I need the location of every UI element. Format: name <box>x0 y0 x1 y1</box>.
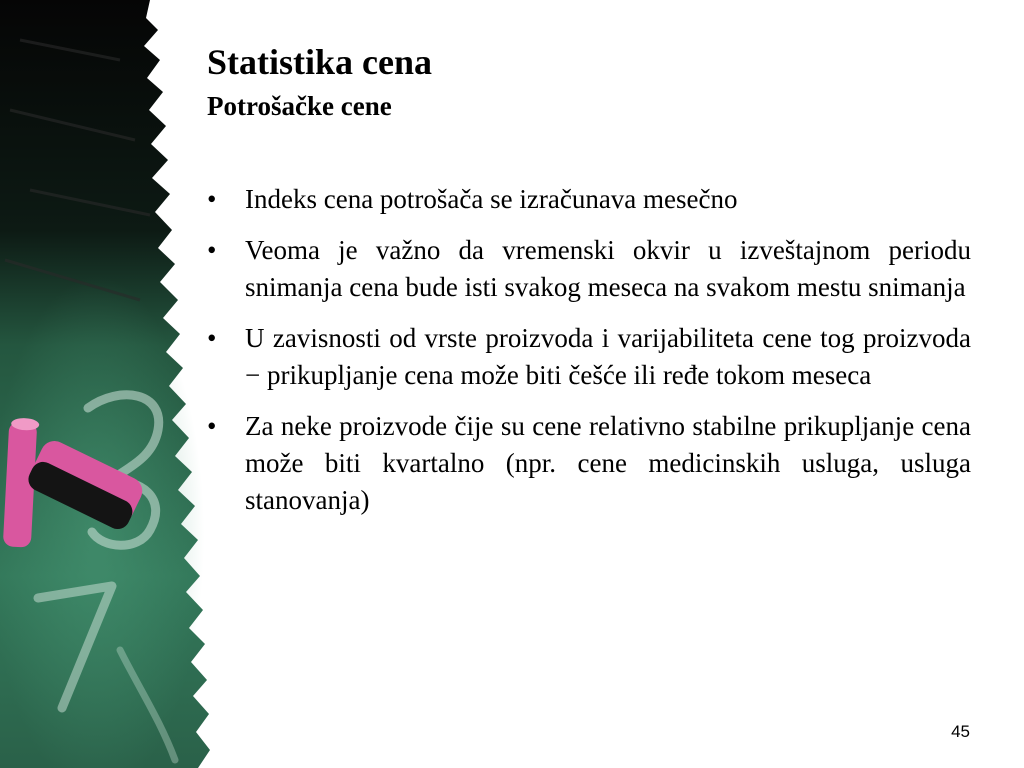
chalkboard-decoration <box>0 0 215 768</box>
bullet-marker: • <box>207 411 217 441</box>
bullet-text: U zavisnosti od vrste proizvoda i varijabiliteta cene tog proizvoda − prikupljanje cena može biti češće ili ređe tokom meseca <box>245 323 971 390</box>
bullet-text: Za neke proizvode čije su cene relativno stabilne prikupljanje cena može biti kvartalno (npr. cene medicinskih usluga, usluga stanovanja) <box>245 411 971 515</box>
slide-subtitle: Potrošačke cene <box>207 91 392 121</box>
page-number: 45 <box>951 722 970 741</box>
bullet-marker: • <box>207 184 217 214</box>
bullet-marker: • <box>207 235 217 265</box>
bullet-item <box>207 232 971 306</box>
bullet-item <box>207 181 971 218</box>
bullet-text: Indeks cena potrošača se izračunava mesečno <box>245 184 738 214</box>
bullet-item <box>207 408 971 519</box>
bullet-list <box>207 181 971 533</box>
bullet-text: Veoma je važno da vremenski okvir u izveštajnom periodu snimanja cena bude isti svakog meseca na svakom mestu snimanja <box>245 235 971 302</box>
slide-title: Statistika cena <box>207 42 432 82</box>
bullet-item <box>207 320 971 394</box>
bullet-marker: • <box>207 323 217 353</box>
